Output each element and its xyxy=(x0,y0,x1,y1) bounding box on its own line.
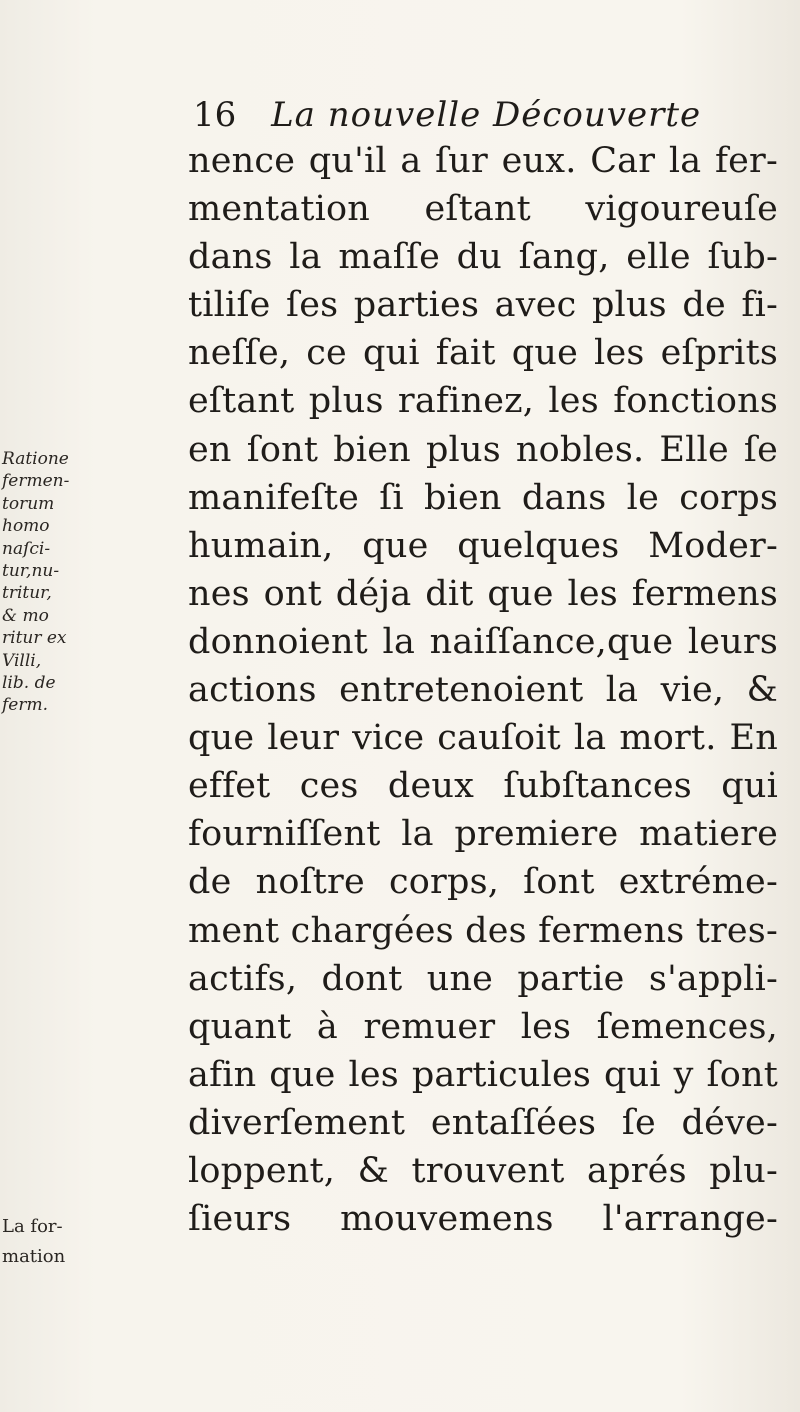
text-line: neſſe, ce qui fait que les eſprits xyxy=(188,333,778,374)
marginal-note-line: lib. de xyxy=(2,672,56,693)
text-line: humain, que quelques Moder- xyxy=(188,525,778,566)
text-line: de noſtre corps, ſont extréme- xyxy=(188,862,778,903)
text-line: dans la maſſe du ſang, elle ſub- xyxy=(188,237,778,278)
text-line: quant à remuer les ſemences, xyxy=(188,1006,778,1047)
text-line: loppent, & trouvent aprés plu- xyxy=(188,1150,778,1191)
running-title: La nouvelle Découverte xyxy=(271,95,702,135)
text-line: actifs, dont une partie s'appli- xyxy=(188,958,778,999)
marginal-note-line: torum xyxy=(2,493,55,514)
marginal-note-line: tritur, xyxy=(2,583,52,604)
text-line: que leur vice cauſoit la mort. En xyxy=(188,718,778,759)
text-line: nes ont déja dit que les fermens xyxy=(188,573,778,614)
marginal-note-line: fermen- xyxy=(2,471,70,492)
marginal-note-line: mation xyxy=(2,1246,66,1267)
body-text xyxy=(188,137,778,1243)
text-line: actions entretenoient la vie, & xyxy=(188,670,778,711)
text-line: ment chargées des fermens tres- xyxy=(188,910,778,951)
text-line: eſtant plus rafinez, les fonctions xyxy=(188,381,778,422)
marginal-note-line: ritur ex xyxy=(2,628,67,649)
page-number: 16 xyxy=(193,95,237,135)
text-line: effet ces deux ſubſtances qui xyxy=(188,766,778,807)
text-line: diverſement entaſſées ſe déve- xyxy=(188,1102,778,1143)
marginal-note-line: tur,nu- xyxy=(2,560,60,581)
text-line: mentation eſtant vigoureuſe xyxy=(188,189,778,230)
running-head xyxy=(193,95,701,135)
text-line: fourniſſent la premiere matiere xyxy=(188,814,778,855)
marginal-note-line: Ratione xyxy=(2,449,69,469)
text-line: ſieurs mouvemens l'arrange- xyxy=(188,1199,778,1240)
marginal-note-line: & mo xyxy=(2,605,49,626)
marginal-note-line: La for- xyxy=(2,1216,63,1237)
marginal-note-line: naſci- xyxy=(2,538,51,559)
text-line: en ſont bien plus nobles. Elle ſe xyxy=(188,429,778,470)
marginal-note-formation xyxy=(2,1212,184,1272)
marginal-note-ratione xyxy=(2,448,184,717)
text-line: manifeſte ſi bien dans le corps xyxy=(188,477,778,518)
text-line: tiliſe ſes parties avec plus de fi- xyxy=(188,285,778,326)
text-line: donnoient la naiſſance,que leurs xyxy=(188,621,778,662)
marginal-note-line: homo xyxy=(2,516,50,537)
marginal-note-line: Villi, xyxy=(2,650,42,671)
marginal-note-line: ferm. xyxy=(2,695,49,716)
text-line: nence qu'il a ſur eux. Car la fer- xyxy=(188,141,778,181)
text-line: afin que les particules qui y ſont xyxy=(188,1054,778,1095)
